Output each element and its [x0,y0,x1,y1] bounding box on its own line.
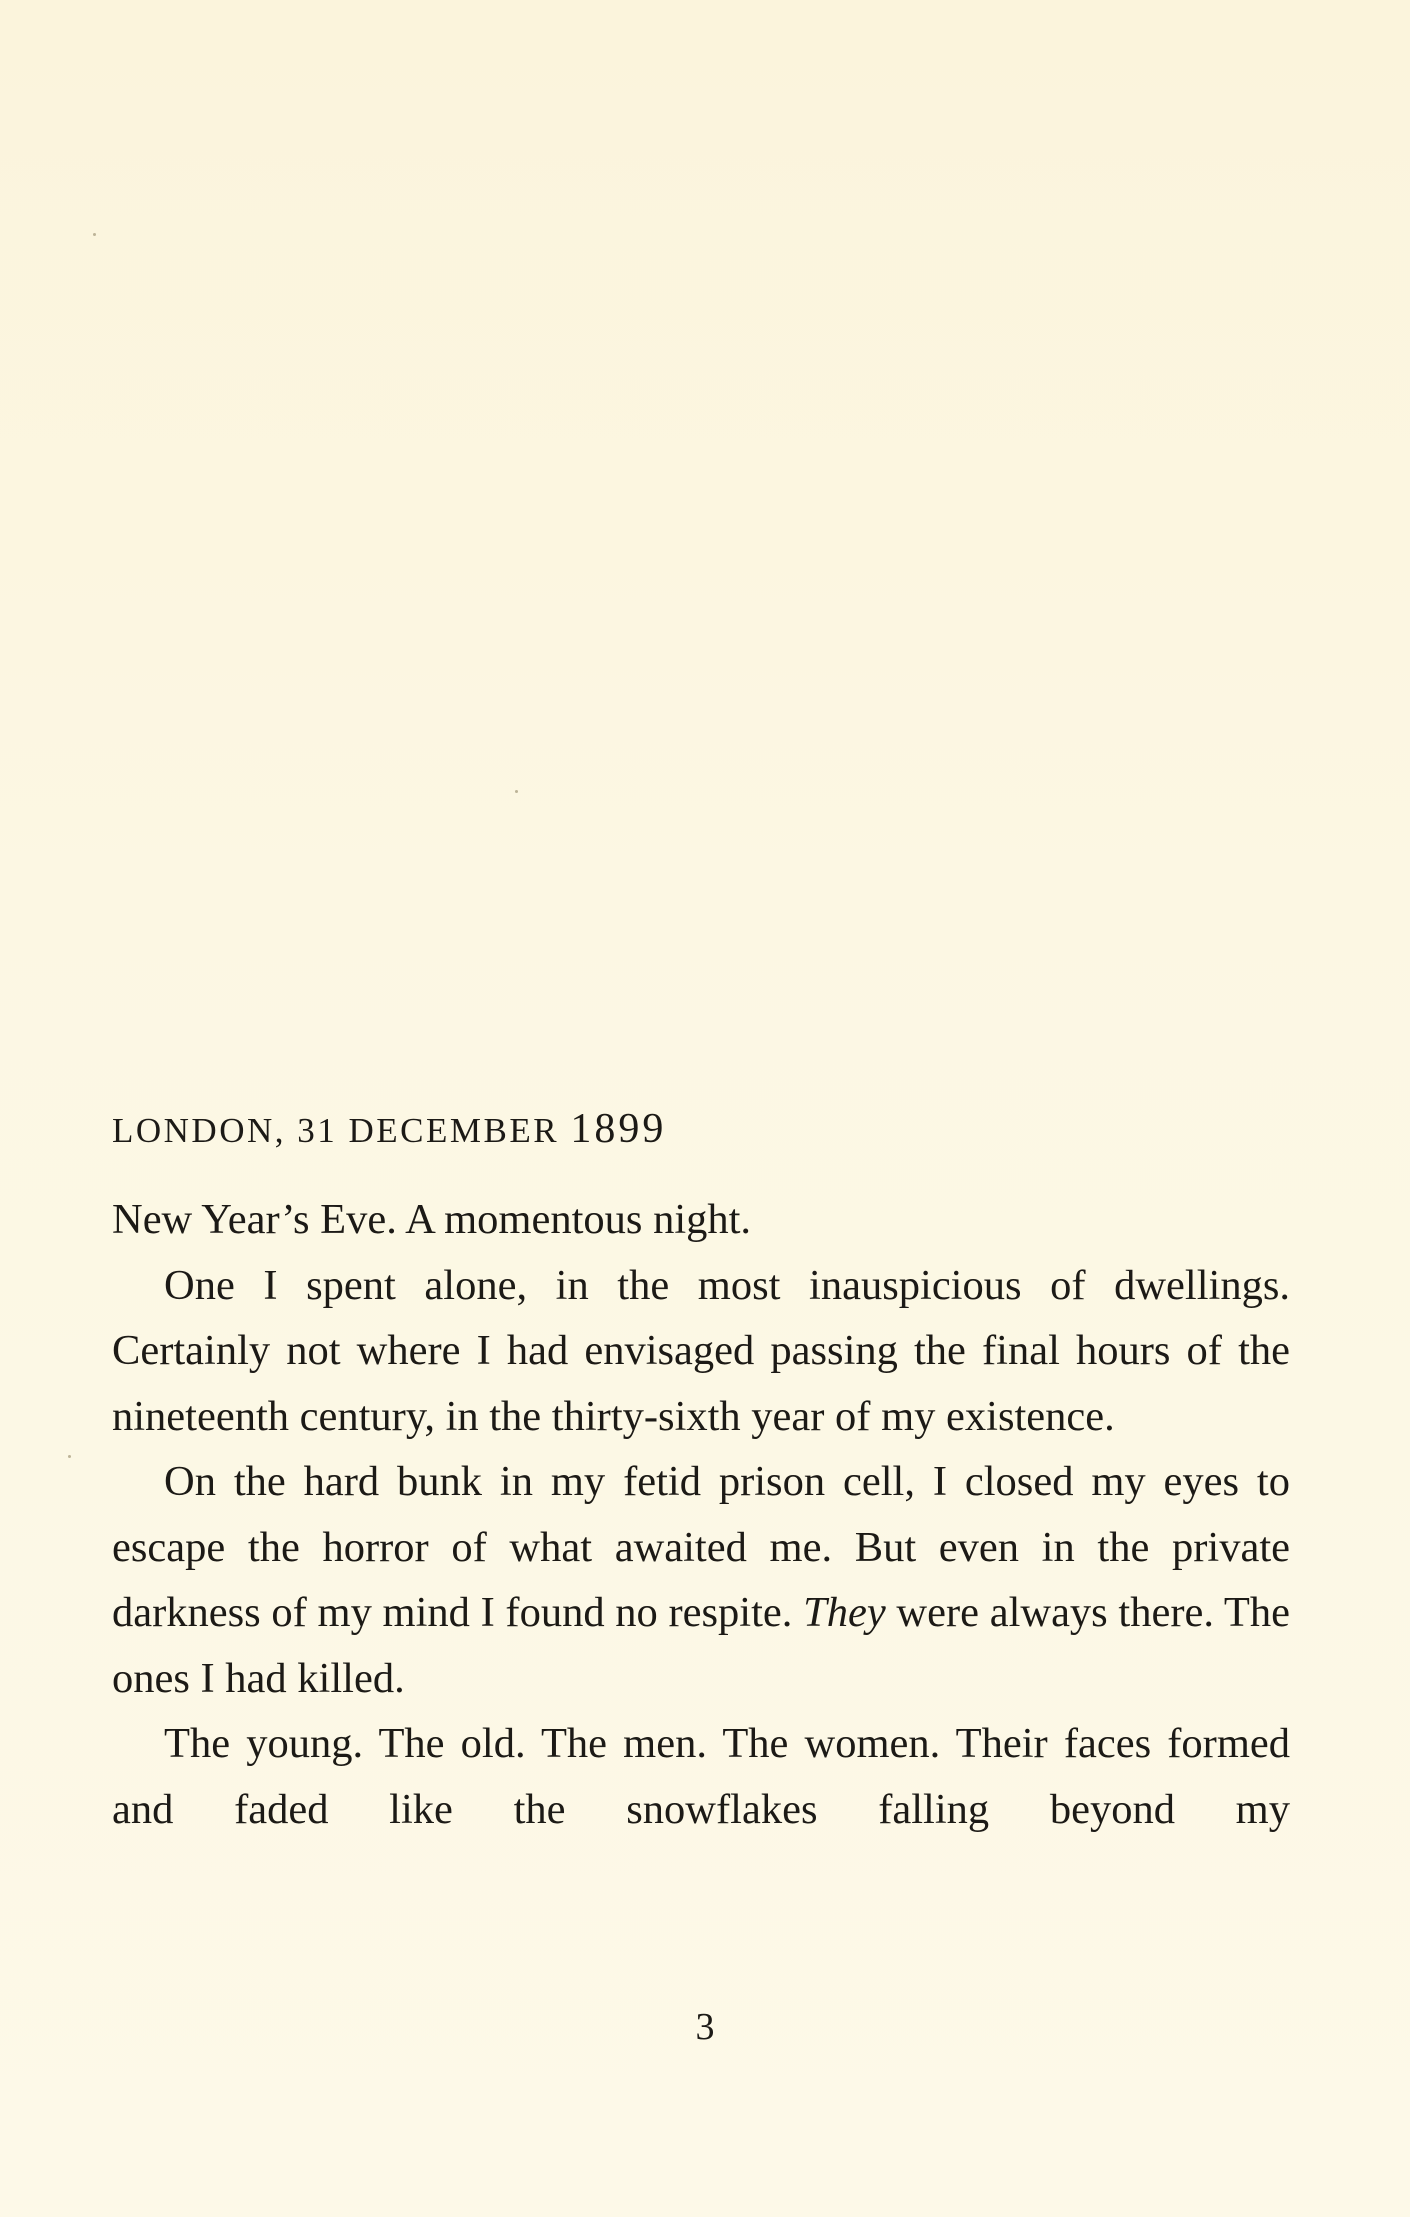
chapter-heading [112,1105,1290,1155]
page-number: 3 [695,2006,715,2048]
paragraph-4: The young. The old. The men. The women. Their faces formed and faded like the snowflakes falling beyond my [112,1720,1290,1833]
paragraph-1: New Year’s Eve. A momentous night. [112,1196,752,1243]
page-content [112,1105,1290,1842]
paragraph-3 [112,1449,1290,1711]
paragraph-3-before: On the hard bunk in my fetid prison cell, I closed my eyes to escape the horror of what awaited me. But even in the private darkness of my mind I found no respite. [112,1458,1290,1636]
paragraph-3-after: were always there. The ones I had killed. [112,1589,1290,1702]
paper-speck [68,1455,71,1458]
show-through-text-upper [115,55,1300,121]
paragraph-3-emphasis: They [803,1589,886,1636]
paper-speck [93,233,96,236]
heading-year: 1899 [570,1106,667,1152]
heading-place-date: LONDON, 31 DECEMBER [112,1111,571,1150]
body-text [112,1187,1290,1842]
paragraph-2: One I spent alone, in the most inauspicious of dwellings. Certainly not where I had envisaged passing the final hours of the nineteenth century, in the thirty-sixth year of my existence. [112,1261,1290,1440]
paper-speck [515,790,518,793]
